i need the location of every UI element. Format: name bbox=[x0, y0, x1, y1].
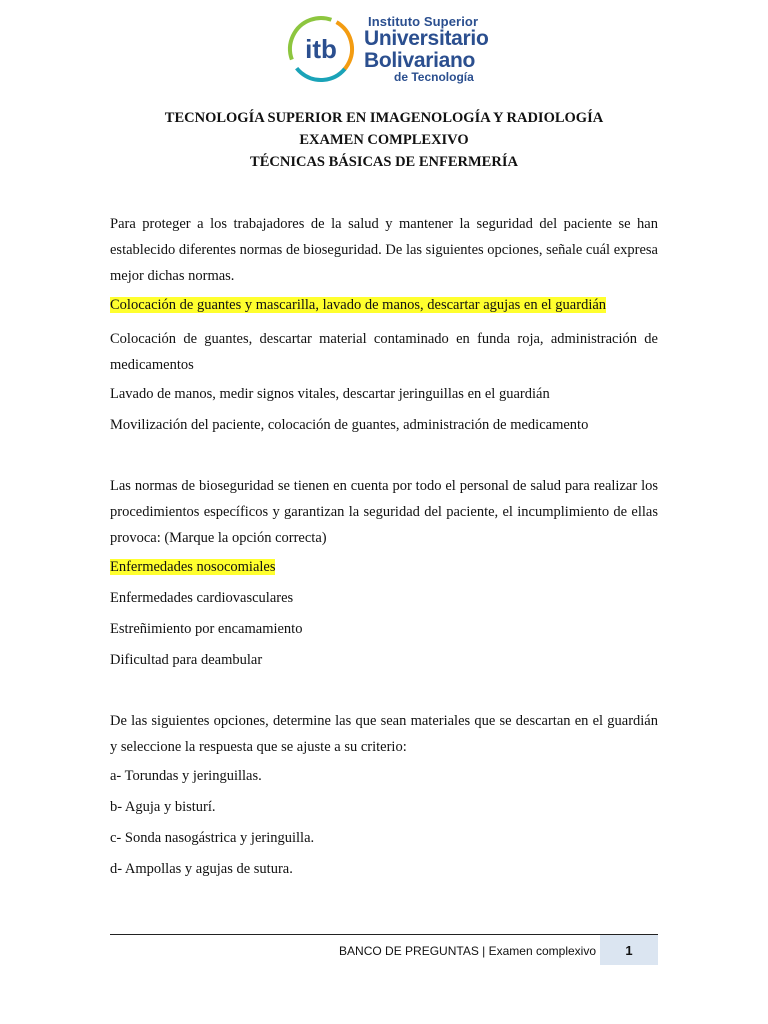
itb-logo-icon bbox=[284, 12, 358, 86]
page-number: 1 bbox=[600, 935, 658, 965]
question-2-option-4: Dificultad para deambular bbox=[110, 652, 263, 668]
question-1-option-2: Colocación de guantes, descartar material contaminado en funda roja, administración de medicamentos bbox=[110, 331, 658, 373]
highlighted-answer: Enfermedades nosocomiales bbox=[110, 559, 276, 575]
question-1-text: Para proteger a los trabajadores de la salud y mantener la seguridad del paciente se han establecido diferentes normas de bioseguridad. De las siguientes opciones, señale cuál expresa mejor dichas normas. bbox=[110, 216, 658, 284]
logo-line-bolivariano: Bolivariano bbox=[364, 49, 476, 72]
question-3-option-b: b- Aguja y bisturí. bbox=[110, 799, 216, 815]
subject-title: TÉCNICAS BÁSICAS DE ENFERMERÍA bbox=[250, 154, 518, 170]
question-1-option-3: Lavado de manos, medir signos vitales, descartar jeringuillas en el guardián bbox=[110, 386, 550, 402]
logo-mark: itb bbox=[305, 34, 337, 64]
question-1-option-4: Movilización del paciente, colocación de guantes, administración de medicamento bbox=[110, 417, 589, 433]
question-3-option-a: a- Torundas y jeringuillas. bbox=[110, 768, 262, 784]
question-2-option-1-correct bbox=[110, 557, 658, 578]
logo-line-tecnologia: de Tecnología bbox=[394, 70, 474, 84]
document-header bbox=[0, 107, 768, 173]
question-3-option-d: d- Ampollas y agujas de sutura. bbox=[110, 861, 293, 877]
logo-line-universitario: Universitario bbox=[364, 27, 489, 50]
question-2-text: Las normas de bioseguridad se tienen en cuenta por todo el personal de salud para realizar los procedimientos específicos y garantizan la seguridad del paciente, el incumplimiento de ellas provoca: (Marque la opción correcta) bbox=[110, 478, 658, 546]
footer-label: BANCO DE PREGUNTAS | Examen complexivo bbox=[339, 944, 596, 958]
logo-line-instituto: Instituto Superior bbox=[368, 14, 479, 29]
highlighted-answer: Colocación de guantes y mascarilla, lavado de manos, descartar agujas en el guardián bbox=[110, 297, 607, 313]
institution-logo bbox=[284, 12, 496, 86]
program-title: TECNOLOGÍA SUPERIOR EN IMAGENOLOGÍA Y RADIOLOGÍA bbox=[164, 110, 604, 126]
question-3-text: De las siguientes opciones, determine las que sean materiales que se descartan en el guardián y seleccione la respuesta que se ajuste a su criterio: bbox=[110, 713, 658, 755]
question-2-option-2: Enfermedades cardiovasculares bbox=[110, 590, 294, 606]
question-bank bbox=[110, 211, 658, 880]
exam-title: EXAMEN COMPLEXIVO bbox=[299, 132, 469, 148]
question-1-option-1-correct bbox=[110, 295, 658, 316]
question-3-option-c: c- Sonda nasogástrica y jeringuilla. bbox=[110, 830, 315, 846]
footer-divider bbox=[110, 934, 658, 935]
question-2-option-3: Estreñimiento por encamamiento bbox=[110, 621, 303, 637]
